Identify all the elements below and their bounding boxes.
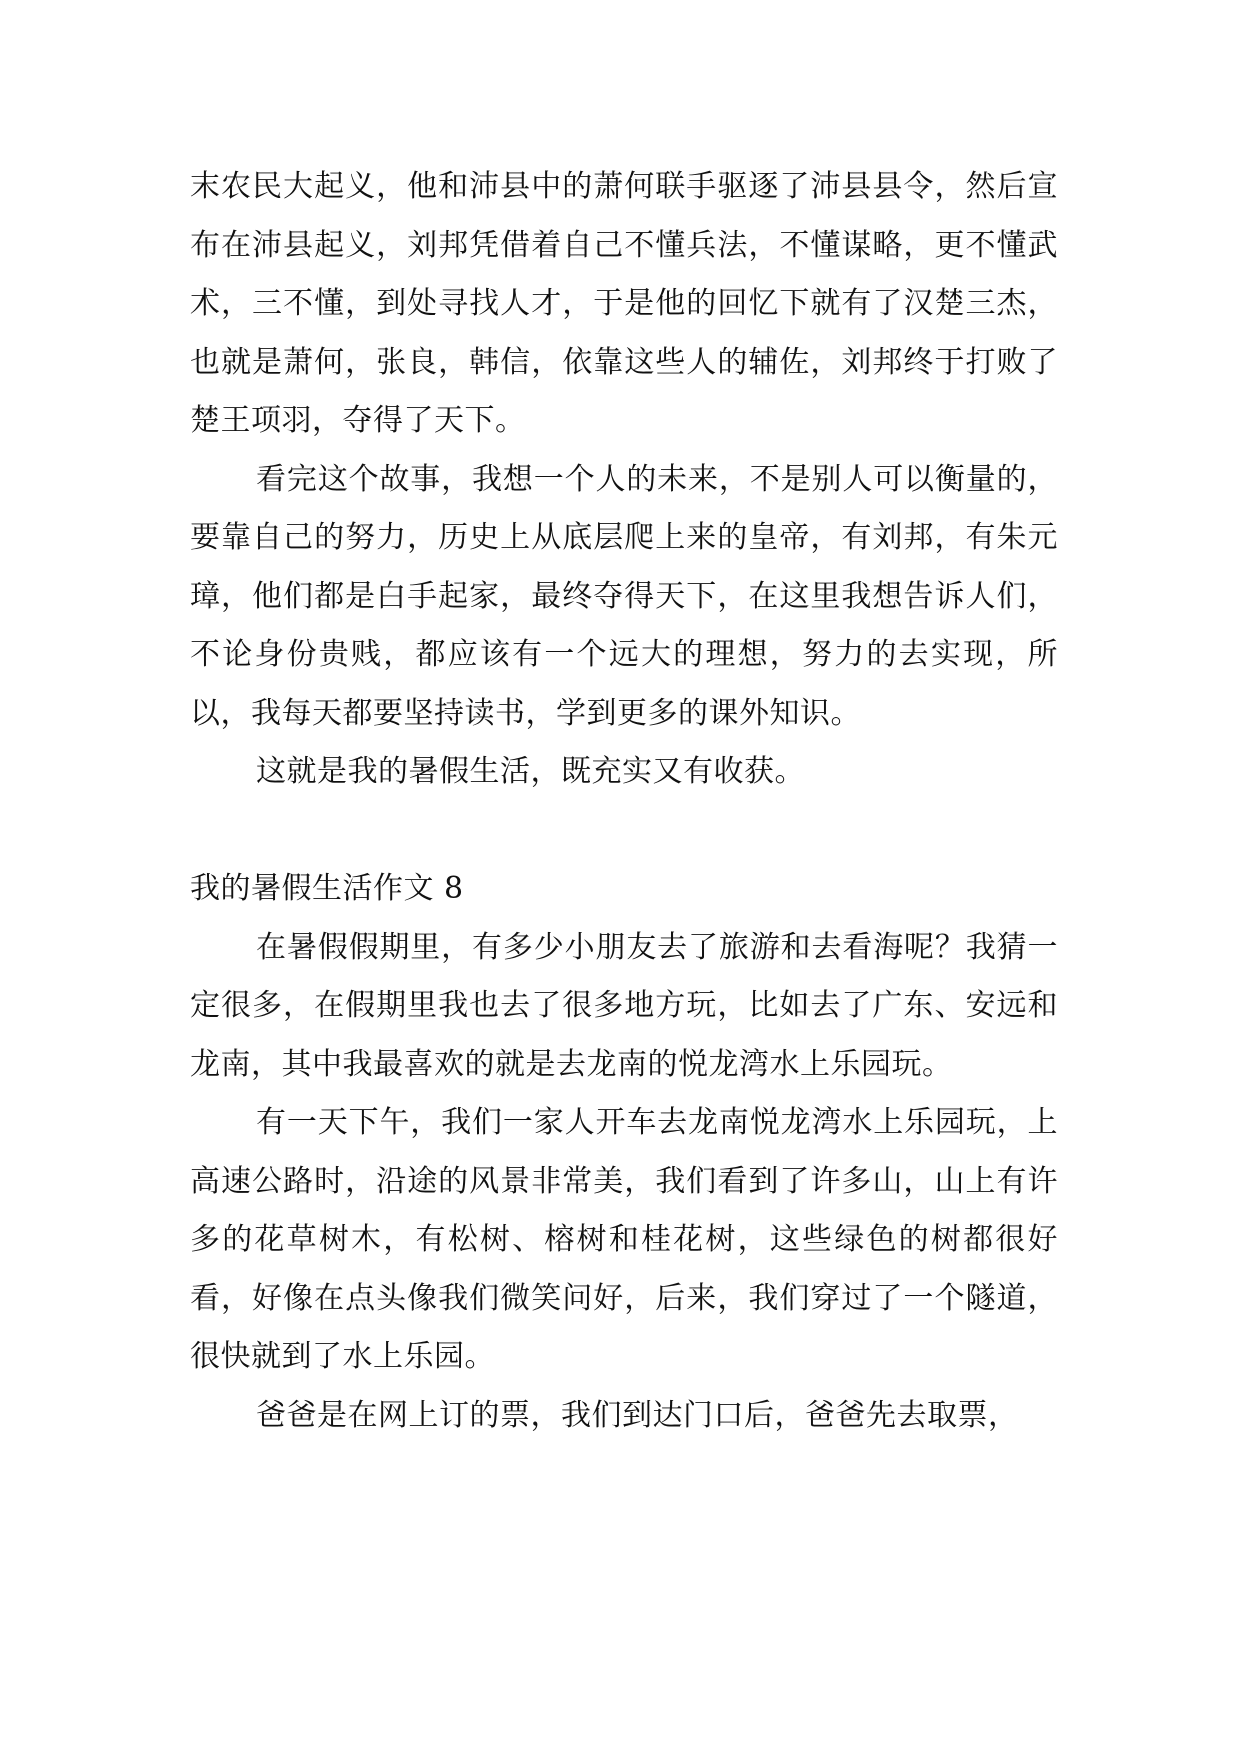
paragraph-continuation: 末农民大起义，他和沛县中的萧何联手驱逐了沛县县令，然后宣布在沛县起义，刘邦凭借着自己不懂兵法，不懂谋略，更不懂武术，三不懂，到处寻找人才，于是他的回忆下就有了汉楚三杰，也就是萧何，张良，韩信，依靠这些人的辅佐，刘邦终于打败了楚王项羽，夺得了天下。 (190, 169, 1058, 438)
document-body (190, 158, 1058, 1445)
paragraph-intro: 在暑假假期里，有多少小朋友去了旅游和去看海呢？我猜一定很多，在假期里我也去了很多地方玩，比如去了广东、安远和龙南，其中我最喜欢的就是去龙南的悦龙湾水上乐园玩。 (190, 929, 1058, 1082)
section-title: 我的暑假生活作文 8 (190, 871, 464, 906)
paragraph-trip: 有一天下午，我们一家人开车去龙南悦龙湾水上乐园玩，上高速公路时，沿途的风景非常美，我们看到了许多山，山上有许多的花草树木，有松树、榕树和桂花树，这些绿色的树都很好看，好像在点头像我们微笑问好，后来，我们穿过了一个隧道，很快就到了水上乐园。 (190, 1105, 1058, 1374)
paragraph-tickets: 爸爸是在网上订的票，我们到达门口后，爸爸先去取票， (256, 1397, 1019, 1433)
paragraph-conclusion: 这就是我的暑假生活，既充实又有收获。 (256, 754, 805, 789)
paragraph-reflection: 看完这个故事，我想一个人的未来，不是别人可以衡量的，要靠自己的努力，历史上从底层爬上来的皇帝，有刘邦，有朱元璋，他们都是白手起家，最终夺得天下，在这里我想告诉人们，不论身份贵贱，都应该有一个远大的理想，努力的去实现，所以，我每天都要坚持读书，学到更多的课外知识。 (190, 461, 1058, 731)
